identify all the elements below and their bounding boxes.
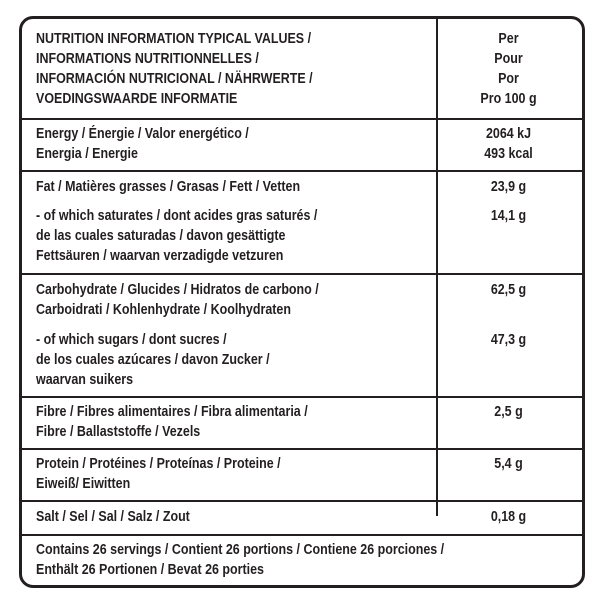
divider (22, 448, 582, 450)
energy-label: Energy / Énergie / Valor energético / Energia / Energie (36, 126, 249, 162)
per-100g-heading: Per Pour Por Pro 100 g (480, 31, 537, 107)
protein-label: Protein / Protéines / Proteínas / Proteine / Eiweiß/ Eiwitten (36, 456, 281, 492)
sugars-value: 47,3 g (490, 332, 527, 348)
divider (22, 500, 582, 502)
fat-label: Fat / Matières grasses / Grasas / Fett / Vetten (36, 179, 301, 195)
fibre-value: 2,5 g (494, 404, 523, 420)
divider (22, 118, 582, 120)
servings-text: Contains 26 servings / Contient 26 portions / Contiene 26 porciones / Enthält 26 Portionen / Bevat 26 porties (36, 542, 445, 578)
salt-label: Salt / Sel / Sal / Salz / Zout (36, 509, 190, 525)
protein-value: 5,4 g (494, 456, 523, 472)
carbohydrate-label: Carbohydrate / Glucides / Hidratos de carbono / Carboidrati / Kohlenhydrate / Koolhydraten (36, 282, 319, 318)
sugars-label: - of which sugars / dont sucres / de los cuales azúcares / davon Zucker / waarvan suikers (36, 332, 270, 388)
fat-value: 23,9 g (490, 179, 527, 195)
carbohydrate-value: 62,5 g (490, 282, 527, 298)
divider (22, 396, 582, 398)
saturates-label: - of which saturates / dont acides gras saturés / de las cuales saturadas / davon gesättigte Fettsäuren / waarvan verzadigde vetzuren (36, 208, 318, 264)
energy-value: 2064 kJ 493 kcal (484, 126, 533, 162)
nutrition-table (19, 16, 585, 588)
divider (22, 273, 582, 275)
divider (22, 534, 582, 536)
saturates-value: 14,1 g (490, 208, 527, 224)
salt-value: 0,18 g (490, 509, 527, 525)
fibre-label: Fibre / Fibres alimentaires / Fibra alimentaria / Fibre / Ballaststoffe / Vezels (36, 404, 308, 440)
divider (22, 170, 582, 172)
table-title: NUTRITION INFORMATION TYPICAL VALUES / INFORMATIONS NUTRITIONNELLES / INFORMACIÓN NUTRICIONAL / NÄHRWERTE / VOEDINGSWAARDE INFORMATIE (36, 31, 313, 107)
